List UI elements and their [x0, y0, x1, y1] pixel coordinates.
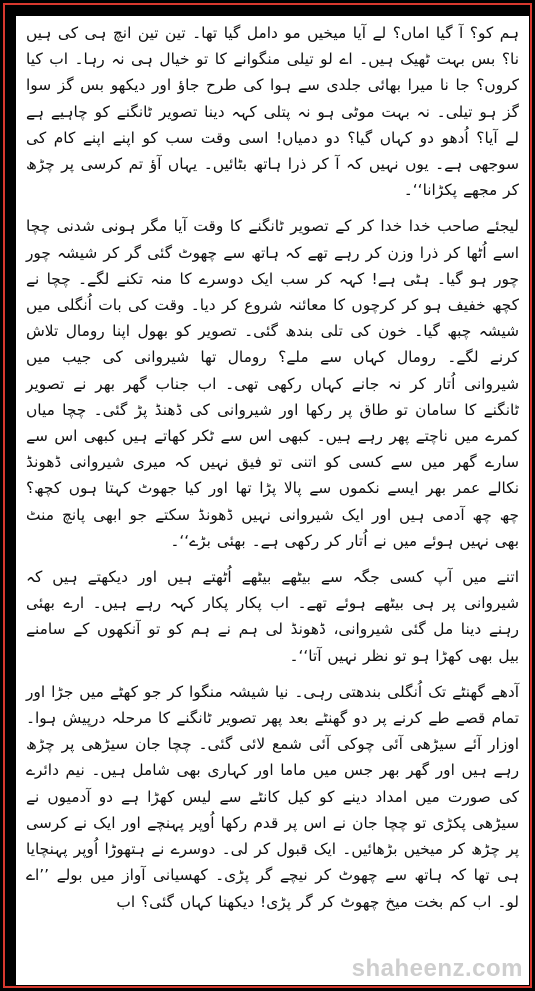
paragraph-1: ہم کو؟ آ گیا اماں؟ لے آیا میخیں مو دامل گیا تھا۔ تین تین انچ ہی کی ہیں نا؟ بس بہت ٹھیک ہیں۔ اے لو تیلی منگوانے کا تو خیال ہی نہ رہا۔ اب کیا کروں؟ جا نا میرا بھائی جلدی سے ہوا کی طرح جاؤ اور دیکھو بس گز سوا گز ہو تیلی۔ نہ بہت موٹی ہو نہ پتلی کہہ دینا تصویر ٹانگنے کو چاہیے ہے لے آیا؟ اُدھو دو کہاں گیا؟ دو دمیاں! اسی وقت سب کو اپنے اپنے کام کی سوجھی ہے۔ یوں نہیں کہ آ کر ذرا ہاتھ بٹائیں۔ یہاں آؤ تم کرسی پر چڑھ کر مجھے پکڑانا‘‘۔ [26, 24, 519, 200]
site-watermark: shaheenz.com [351, 955, 523, 982]
scanned-page [16, 16, 529, 985]
paragraph-4: آدھے گھنٹے تک اُنگلی بندھتی رہی۔ نیا شیشہ منگوا کر جو کھٹے میں جڑا اور تمام قصے طے کرنے پر دو گھنٹے بعد پھر تصویر ٹانگنے کا مرحلہ درپیش ہوا۔ اوزار آئے سیڑھی آئی چوکی آئی شمع لائی گئی۔ چچا جان سیڑھی پر چڑھ رہے ہیں اور گھر بھر جس میں ماما اور کہاری بھی شامل ہیں۔ نیم دائرے کی صورت میں امداد دینے کو کیل کانٹے سے لیس کھڑا ہے دو آدمیوں نے سیڑھی پکڑی تو چچا جان نے اس پر قدم رکھا اُوپر پہنچے اور ایک نے کرسی پر چڑھ کر میخیں بڑھائیں۔ ایک قبول کر لی۔ دوسرے نے ہتھوڑا اُوپر پہنچایا ہی تھا کہ ہاتھ سے چھوٹ کر نیچے گر پڑی۔ کھسیانی آواز میں بولے ’’اے لو۔ اب کم بخت میخ چھوٹ کر گر پڑی! دیکھنا کہاں گئی؟ اب [26, 682, 519, 911]
article-text [26, 20, 519, 979]
page-frame [3, 3, 532, 988]
paragraph-3: اتنے میں آپ کسی جگہ سے بیٹھے بیٹھے اُٹھتے ہیں اور دیکھتے ہیں کہ شیروانی پر ہی بیٹھے ہوئے تھے۔ اب پکار پکار کہہ رہے ہیں۔ ارے بھئی رہنے دینا مل گئی شیروانی، ڈھونڈ لی ہم نے ہم کو تو آنکھوں کے سامنے بیل بھی کھڑا ہو تو نظر نہیں آتا‘‘۔ [26, 568, 519, 665]
paragraph-2: لیجئے صاحب خدا خدا کر کے تصویر ٹانگنے کا وقت آیا مگر ہونی شدنی چچا اسے اُٹھا کر ذرا وزن کر رہے تھے کہ ہاتھ سے چھوٹ گئی گر کر شیشہ چور چور ہو گیا۔ ہٹی ہے! کہہ کر سب ایک دوسرے کا منہ تکنے لگے۔ چچا نے کچھ خفیف ہو کر کرچوں کا معائنہ شروع کر دیا۔ وقت کی بات اُنگلی میں شیشہ چبھ گیا۔ خون کی تلی بندھ گئی۔ تصویر کو بھول اپنا رومال تلاش کرنے لگے۔ رومال کہاں سے ملے؟ رومال تھا شیروانی کی جیب میں شیروانی اُتار کر نہ جانے کہاں رکھی تھی۔ اب جناب گھر بھر نے تصویر ٹانگنے کا سامان تو طاق پر رکھا اور شیروانی کی ڈھنڈ پڑ گئی۔ چچا میاں کمرے میں ناچتے پھر رہے ہیں۔ کبھی اس سے ٹکر کھاتے ہیں کبھی اس سے سارے گھر میں سے کسی کو اتنی تو فیق نہیں کہ میری شیروانی ڈھونڈ نکالے عمر بھر ایسے نکموں سے پالا پڑا تھا اور کیا جھوٹ کہتا ہوں کچھ؟ چھ چھ آدمی ہیں اور ایک شیروانی نہیں ڈھونڈ سکتے جو ابھی پانچ منٹ بھی نہیں ہوئے میں نے اُتار کر رکھی ہے۔ بھئی بڑے‘‘۔ [26, 217, 519, 550]
